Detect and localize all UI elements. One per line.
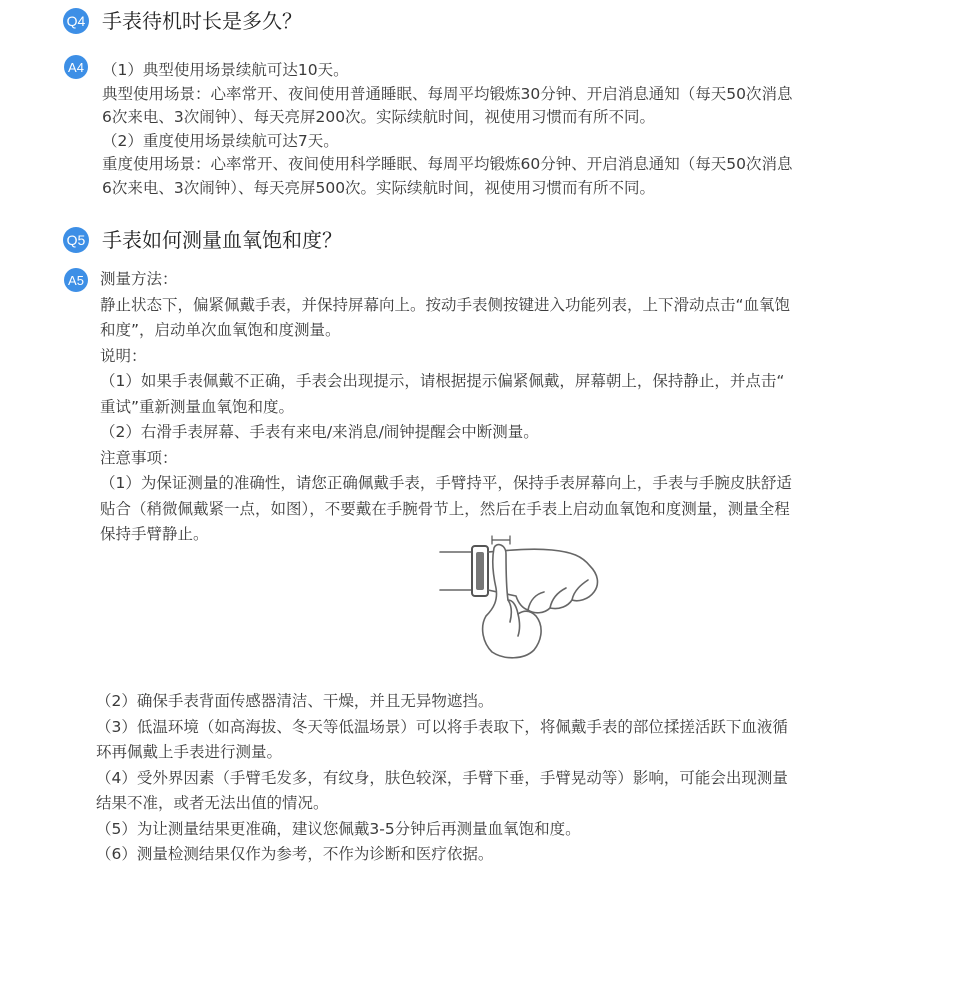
a5-badge: A5 bbox=[64, 268, 88, 292]
a5-line: （5）为让测量结果更准确，建议您佩戴3-5分钟后再测量血氧饱和度。 bbox=[96, 819, 581, 838]
a5-line: （6）测量检测结果仅作为参考，不作为诊断和医疗依据。 bbox=[96, 845, 494, 863]
a4-badge: A4 bbox=[64, 55, 88, 79]
a5-line: 结果不准，或者无法出值的情况。 bbox=[96, 794, 329, 812]
a5-answer bbox=[100, 267, 930, 548]
a5-line: （2）确保手表背面传感器清洁、干燥，并且无异物遮挡。 bbox=[96, 692, 494, 710]
a5-line: 贴合（稍微佩戴紧一点，如图），不要戴在手腕骨节上，然后在手表上启动血氧饱和度测量，测量全程 bbox=[100, 499, 790, 518]
arm-outline-icon bbox=[440, 552, 472, 590]
gap-marker-icon bbox=[492, 536, 510, 544]
a5-answer-continued bbox=[96, 689, 926, 868]
a5-line: 重试”重新测量血氧饱和度。 bbox=[100, 397, 295, 416]
finger-icon bbox=[483, 545, 541, 658]
a5-line: 注意事项： bbox=[100, 448, 178, 467]
a4-line: 重度使用场景：心率常开、夜间使用科学睡眠、每周平均锻炼60分钟、开启消息通知（每天50次消息 bbox=[102, 155, 793, 173]
a4-line: 典型使用场景：心率常开、夜间使用普通睡眠、每周平均锻炼30分钟、开启消息通知（每天50次消息 bbox=[102, 84, 793, 103]
q5-title: 手表如何测量血氧饱和度？ bbox=[102, 228, 342, 252]
a5-line: 保持手臂静止。 bbox=[100, 525, 209, 543]
a5-line: 说明： bbox=[100, 346, 147, 365]
a4-answer bbox=[102, 59, 928, 200]
q4-title: 手表待机时长是多久？ bbox=[102, 9, 302, 33]
q5-badge: Q5 bbox=[63, 227, 89, 253]
q4-badge: Q4 bbox=[63, 8, 89, 34]
a5-line: （1）为保证测量的准确性，请您正确佩戴手表，手臂持平，保持手表屏幕向上，手表与手腕皮肤舒适 bbox=[100, 474, 792, 492]
wrist-watch-fit-illustration bbox=[432, 530, 612, 665]
a5-line: （1）如果手表佩戴不正确，手表会出现提示，请根据提示偏紧佩戴，屏幕朝上，保持静止，并点击“ bbox=[100, 372, 785, 390]
a5-line: 测量方法： bbox=[100, 270, 178, 288]
a5-line: （2）右滑手表屏幕、手表有来电/来消息/闹钟提醒会中断测量。 bbox=[100, 423, 539, 441]
a5-line: （3）低温环境（如高海拔、冬天等低温场景）可以将手表取下，将佩戴手表的部位揉搓活跃下血液循 bbox=[96, 717, 788, 736]
a4-line: （1）典型使用场景续航可达10天。 bbox=[102, 61, 349, 79]
a5-line: 静止状态下，偏紧佩戴手表，并保持屏幕向上。按动手表侧按键进入功能列表，上下滑动点击“血氧饱 bbox=[100, 295, 791, 314]
a5-line: （4）受外界因素（手臂毛发多，有纹身，肤色较深，手臂下垂，手臂晃动等）影响，可能会出现测量 bbox=[96, 768, 788, 787]
a4-line: （2）重度使用场景续航可达7天。 bbox=[102, 131, 339, 150]
a4-line: 6次来电、3次闹钟）、每天亮屏200次。实际续航时间，视使用习惯而有所不同。 bbox=[102, 108, 656, 126]
a4-line: 6次来电、3次闹钟）、每天亮屏500次。实际续航时间，视使用习惯而有所不同。 bbox=[102, 178, 656, 197]
a5-line: 环再佩戴上手表进行测量。 bbox=[96, 743, 283, 761]
a5-line: 和度”，启动单次血氧饱和度测量。 bbox=[100, 321, 341, 339]
